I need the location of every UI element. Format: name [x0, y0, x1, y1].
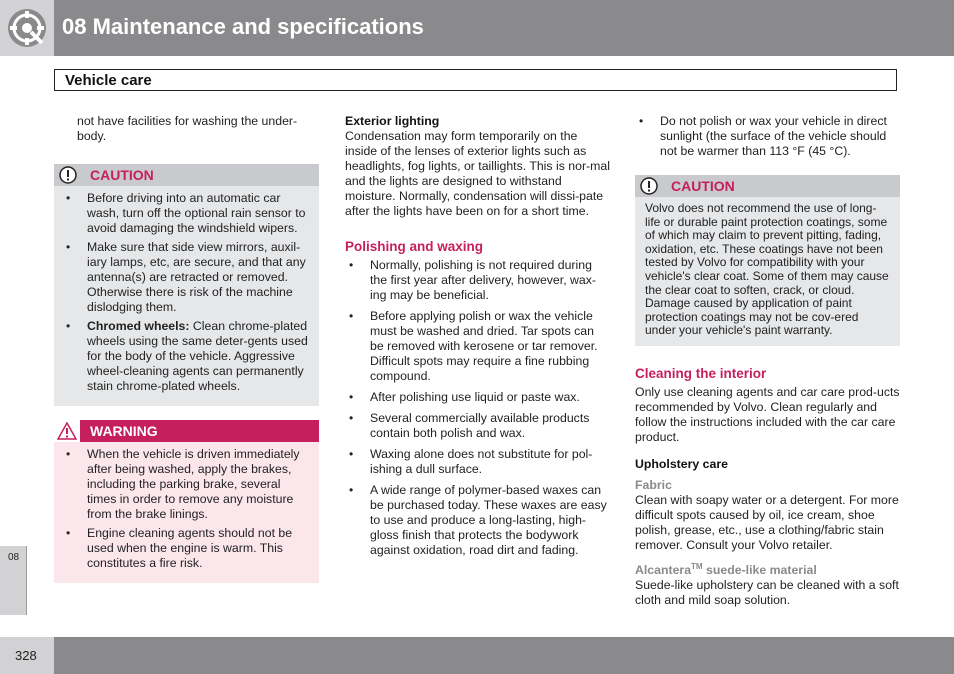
caution-box-right: [635, 175, 900, 346]
gear-wrench-icon: [6, 7, 48, 49]
warning-item-text: Engine cleaning agents should not be used when the engine is warm. This constitutes a fire risk.: [87, 526, 293, 570]
section-bar: [54, 69, 897, 91]
exterior-lighting-heading: Exterior lighting: [345, 114, 440, 128]
top-list: [635, 114, 900, 159]
alcantara-text: Suede-like upholstery can be cleaned with a soft cloth and mild soap solution.: [635, 578, 899, 608]
alcantara-heading: [635, 559, 900, 578]
warning-body: [54, 442, 319, 583]
cleaning-interior-heading: Cleaning the interior: [635, 365, 767, 381]
exterior-lighting-text: Condensation may form temporarily on the inside of the lenses of exterior lights such as headlights, fog lights, or taillights. This is nor-mal and the lights are designed to withstand moisture. Normally, condensation will dissi-pate after the lights have been on for a short time.: [345, 129, 610, 218]
list-item: [62, 526, 311, 571]
list-item: [345, 309, 610, 384]
caution-exclamation-icon: [56, 164, 80, 186]
polishing-item-text: After polishing use liquid or paste wax.: [370, 390, 580, 404]
caution-header-right: [635, 175, 900, 197]
warning-box: [54, 420, 319, 583]
list-item: [345, 258, 610, 303]
list-item: [345, 447, 610, 477]
chapter-title: 08 Maintenance and specifications: [62, 14, 424, 39]
page-number: 328: [15, 648, 37, 663]
caution-exclamation-icon: [637, 175, 661, 197]
cleaning-interior-text: Only use cleaning agents and car care prod-ucts recommended by Volvo. Clean regularly and follow the instructions included with the car care product.: [635, 384, 900, 444]
chapter-side-tab: [0, 546, 27, 615]
polishing-item-text: Before applying polish or wax the vehicle must be washed and dried. Tar spots can be removed with kerosene or tar remover. Difficult spots may require a fine rubbing compound.: [370, 309, 598, 383]
fabric-heading: Fabric: [635, 477, 672, 492]
fabric-text: Clean with soapy water or a detergent. For more difficult spots caused by oil, ice cream, shoe polish, grease, etc., use a clothing/fabric stain remover. Consult your Volvo retailer.: [635, 492, 899, 552]
caution-box: [54, 164, 319, 406]
list-item: [62, 240, 311, 315]
caution-label: CAUTION: [90, 166, 154, 183]
polishing-item-text: A wide range of polymer-based waxes can be purchased today. These waxes are easy to use and produce a long-lasting, high-gloss finish that protects the bodywork against oxidation, road dirt and fading.: [370, 483, 607, 557]
caution-header: [54, 164, 319, 186]
polishing-item-text: Several commercially available products contain both polish and wax.: [370, 411, 590, 440]
list-item: [62, 447, 311, 522]
list-item: [345, 390, 610, 405]
polishing-list: [345, 258, 610, 558]
caution-body-right: [635, 197, 900, 346]
warning-label: WARNING: [90, 422, 158, 439]
alcantara-heading-a: Alcantera: [635, 563, 692, 578]
trademark-mark: TM: [691, 561, 703, 571]
caution-label-right: CAUTION: [671, 177, 735, 194]
warning-header: [54, 420, 319, 442]
top-item-text: Do not polish or wax your vehicle in direct sunlight (the surface of the vehicle should not be warmer than 113 °F (45 °C).: [660, 114, 887, 158]
list-item: [62, 319, 311, 394]
polishing-heading: Polishing and waxing: [345, 239, 484, 254]
caution-text-right: Volvo does not recommend the use of long-life or durable paint protection coatings, some of which may claim to prevent pitting, fading, oxidation, etc. These coatings have not been tested by Volvo for compatibility with your vehicle's clear coat. Some of them may cause the clear coat to soften, crack, or cloud. Damage caused by application of paint protection coatings may not be cov-ered under your vehicle's paint warranty.: [645, 201, 889, 338]
header-icon-box: [0, 0, 54, 56]
list-item: [62, 191, 311, 236]
caution-item-text: Before driving into an automatic car wash, turn off the optional rain sensor to avoid damaging the windshield wipers.: [87, 191, 306, 235]
caution-item-bold: Chromed wheels:: [87, 319, 190, 333]
warning-triangle-icon: [54, 420, 80, 442]
footer-bar: [54, 637, 954, 674]
caution-item-text: Make sure that side view mirrors, auxil-iary lamps, etc, are secure, and that any antenna(s) are retracted or removed. Otherwise there is risk of the machine dislodging them.: [87, 240, 306, 314]
section-title: Vehicle care: [65, 72, 152, 89]
list-item: [635, 114, 900, 159]
footer-page-box: [0, 637, 54, 674]
warning-item-text: When the vehicle is driven immediately after being washed, apply the brakes, including the parking brake, several times in order to remove any moisture from the brake linings.: [87, 447, 300, 521]
column-left: [54, 114, 319, 583]
polishing-item-text: Waxing alone does not substitute for pol-ishing a dull surface.: [370, 447, 593, 476]
polishing-item-text: Normally, polishing is not required during the first year after delivery, however, wax-ing may be beneficial.: [370, 258, 596, 302]
caution-body: [54, 186, 319, 406]
side-tab-label: 08: [8, 552, 20, 563]
caution-item-text: Clean chrome-plated wheels using the same deter-gents used for the body of the vehicle. Aggressive wheel-cleaning agents can permanently stain chrome-plated wheels.: [87, 319, 308, 393]
alcantara-heading-b: suede-like material: [702, 563, 817, 578]
list-item: [345, 411, 610, 441]
list-item: [345, 483, 610, 558]
intro-text: not have facilities for washing the under-body.: [77, 114, 298, 143]
column-middle: [345, 114, 610, 564]
upholstery-heading: Upholstery care: [635, 456, 728, 471]
column-right: [635, 114, 900, 608]
